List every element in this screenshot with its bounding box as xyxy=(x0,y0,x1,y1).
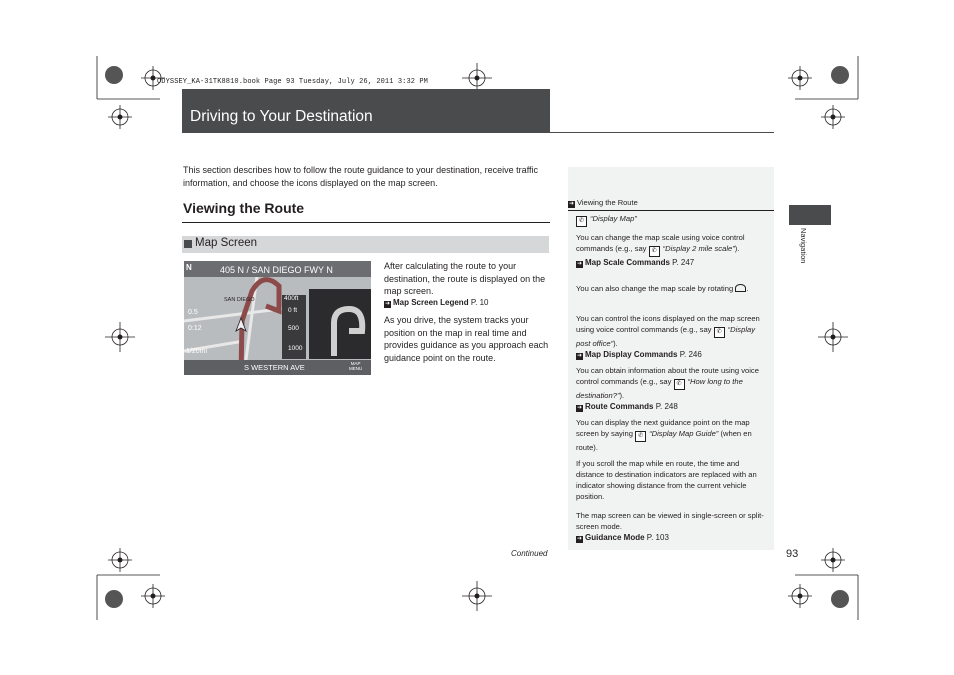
voice-talk-icon: ✆ xyxy=(714,327,725,338)
xref-map-scale-commands[interactable]: ➜ Map Scale Commands P. 247 xyxy=(576,258,695,267)
subsection-title: Map Screen xyxy=(195,237,258,249)
arrow-right-icon: ➜ xyxy=(576,536,583,542)
map-menu-button: MAP MENU xyxy=(349,361,363,371)
sidebar-block-6: You can display the next guidance point on the map screen by saying ✆ “Display Map Guide” (when en route). xyxy=(576,418,752,452)
page-number: 93 xyxy=(786,548,799,560)
map-distance-top: 400 xyxy=(284,295,295,302)
title-bar xyxy=(182,89,550,133)
xref-route-commands[interactable]: ➜ Route Commands P. 248 xyxy=(576,402,678,411)
voice-talk-icon: ✆ xyxy=(635,431,646,442)
sidebar-block-8: The map screen can be viewed in single-screen or split-screen mode. ➜ Guidance Mode P. 103 xyxy=(576,510,768,543)
sidebar-header: ➜ Viewing the Route xyxy=(568,198,774,211)
sidebar-block-1: ✆ “Display Map” xyxy=(576,213,768,227)
sidebar-notes xyxy=(568,167,774,550)
map-street-label: SAN DIEGO xyxy=(224,297,255,303)
map-panel-1000: 1000 xyxy=(288,345,303,352)
map-distance-a: 0.5 xyxy=(188,309,198,316)
voice-talk-icon: ✆ xyxy=(576,216,587,227)
map-panel-500: 500 xyxy=(288,325,299,332)
chapter-tab-label: Navigation xyxy=(799,228,808,264)
sidebar-block-4: You can control the icons displayed on the map screen using voice control commands (e.g., say ✆ “Display post office”). ➜ Map Display Commands P. 246 xyxy=(576,313,768,360)
map-panel-0: 0 ft xyxy=(288,307,298,314)
sidebar-block-5: You can obtain information about the route using voice control commands (e.g., say ✆ “How long to the destination?”). ➜ Route Commands P. 248 xyxy=(576,365,768,412)
arrow-right-icon: ➜ xyxy=(576,353,583,359)
map-screen-image xyxy=(184,261,371,375)
xref-map-screen-legend[interactable]: ➜ Map Screen Legend P. 10 xyxy=(384,298,489,307)
map-scale: 1/20mi xyxy=(186,348,208,355)
title-rule xyxy=(550,132,774,133)
arrow-right-icon: ➜ xyxy=(576,261,583,267)
xref-guidance-mode[interactable]: ➜ Guidance Mode P. 103 xyxy=(576,533,669,542)
section-title: Viewing the Route xyxy=(183,200,305,216)
arrow-right-icon: ➜ xyxy=(568,201,575,207)
square-bullet-icon xyxy=(184,240,192,248)
sidebar-block-3: You can also change the map scale by rotating . xyxy=(576,284,749,293)
sidebar-block-7: If you scroll the map while en route, the time and distance to destination indicators are replaced with an indicator showing distance from the current vehicle position. xyxy=(576,459,757,501)
interface-dial-icon xyxy=(735,284,746,292)
paragraph-2: As you drive, the system tracks your position on the map in real time and provides guidance as you approach each guidance point on the route. xyxy=(384,315,549,363)
sidebar-block-2: You can change the map scale using voice control commands (e.g., say ✆ “Display 2 mile scale”). ➜ Map Scale Commands P. 247 xyxy=(576,232,768,268)
print-header: ODYSSEY_KA-31TK8810.book Page 93 Tuesday, July 26, 2011 3:32 PM xyxy=(157,78,428,86)
xref-map-display-commands[interactable]: ➜ Map Display Commands P. 246 xyxy=(576,350,702,359)
map-distance-unit: ft xyxy=(294,295,299,302)
continued-label: Continued xyxy=(511,549,548,558)
chapter-tab xyxy=(789,205,831,225)
map-illustration xyxy=(184,261,371,375)
subsection-bar xyxy=(182,236,549,253)
voice-talk-icon: ✆ xyxy=(674,379,685,390)
compass-icon: N xyxy=(186,263,192,272)
page-title: Driving to Your Destination xyxy=(190,108,373,125)
voice-talk-icon: ✆ xyxy=(649,246,660,257)
map-bottom-road: S WESTERN AVE xyxy=(244,363,305,372)
paragraph-1: After calculating the route to your destination, the route is displayed on the map screen. xyxy=(384,261,546,296)
intro-text: This section describes how to follow the route guidance to your destination, receive traffic information, and choose the icons displayed on the map screen. xyxy=(183,165,539,188)
arrow-right-icon: ➜ xyxy=(576,405,583,411)
section-rule xyxy=(182,222,550,223)
map-road-name: 405 N / SAN DIEGO FWY N xyxy=(220,265,333,275)
map-distance-b: 0:12 xyxy=(188,325,202,332)
arrow-right-icon: ➜ xyxy=(384,301,391,307)
